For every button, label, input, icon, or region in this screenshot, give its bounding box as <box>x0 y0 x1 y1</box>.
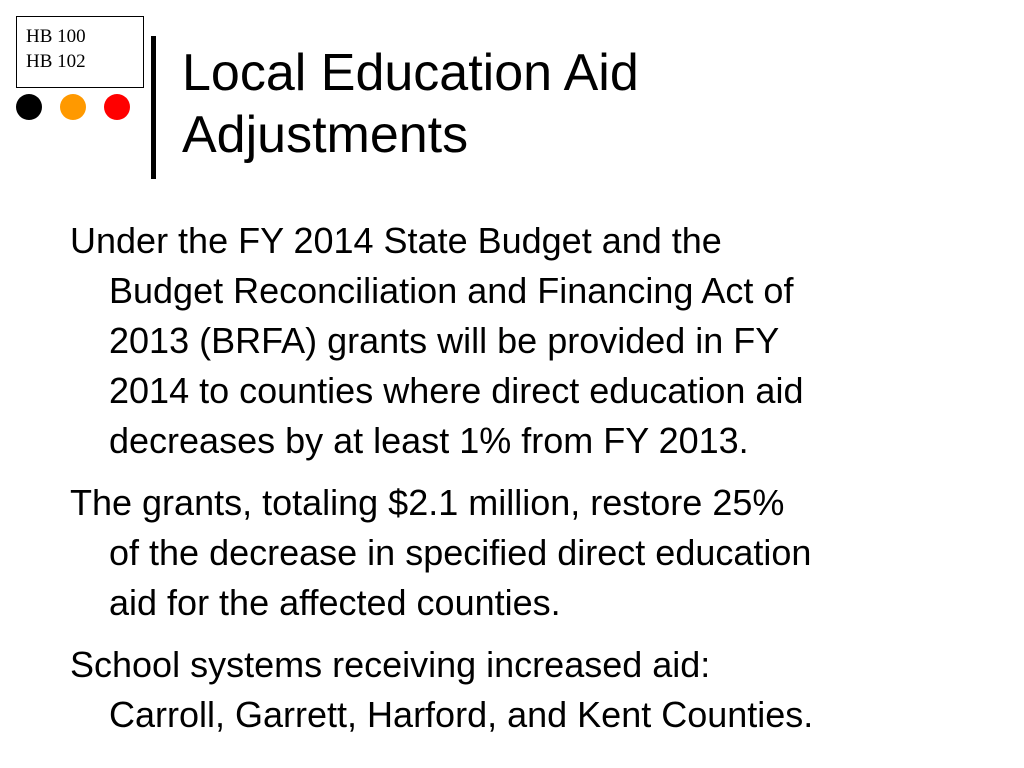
red-dot-icon <box>104 94 130 120</box>
slide-title-line-2: Adjustments <box>182 106 469 164</box>
paragraph-line: Carroll, Garrett, Harford, and Kent Counties. <box>109 694 814 735</box>
paragraph-line: School systems receiving increased aid: <box>70 644 711 685</box>
paragraph-school-systems <box>70 640 970 740</box>
slide-body <box>70 216 970 752</box>
paragraph-line: Under the FY 2014 State Budget and the <box>70 220 722 261</box>
paragraph-line: decreases by at least 1% from FY 2013. <box>109 420 749 461</box>
orange-dot-icon <box>60 94 86 120</box>
paragraph-line: Budget Reconciliation and Financing Act of <box>109 270 794 311</box>
bill-tag-box <box>16 16 144 88</box>
paragraph-line: The grants, totaling $2.1 million, restore 25% <box>70 482 785 523</box>
paragraph-line: aid for the affected counties. <box>109 582 561 623</box>
paragraph-grants <box>70 478 970 628</box>
paragraph-budget <box>70 216 970 466</box>
black-dot-icon <box>16 94 42 120</box>
slide-title <box>182 42 982 166</box>
title-divider <box>151 36 156 179</box>
slide-title-line-1: Local Education Aid <box>182 44 639 102</box>
paragraph-line: of the decrease in specified direct education <box>109 532 812 573</box>
bill-tag-line-1: HB 100 <box>26 26 86 47</box>
paragraph-line: 2013 (BRFA) grants will be provided in FY <box>109 320 780 361</box>
bill-tag-line-2: HB 102 <box>26 51 86 72</box>
paragraph-line: 2014 to counties where direct education aid <box>109 370 804 411</box>
